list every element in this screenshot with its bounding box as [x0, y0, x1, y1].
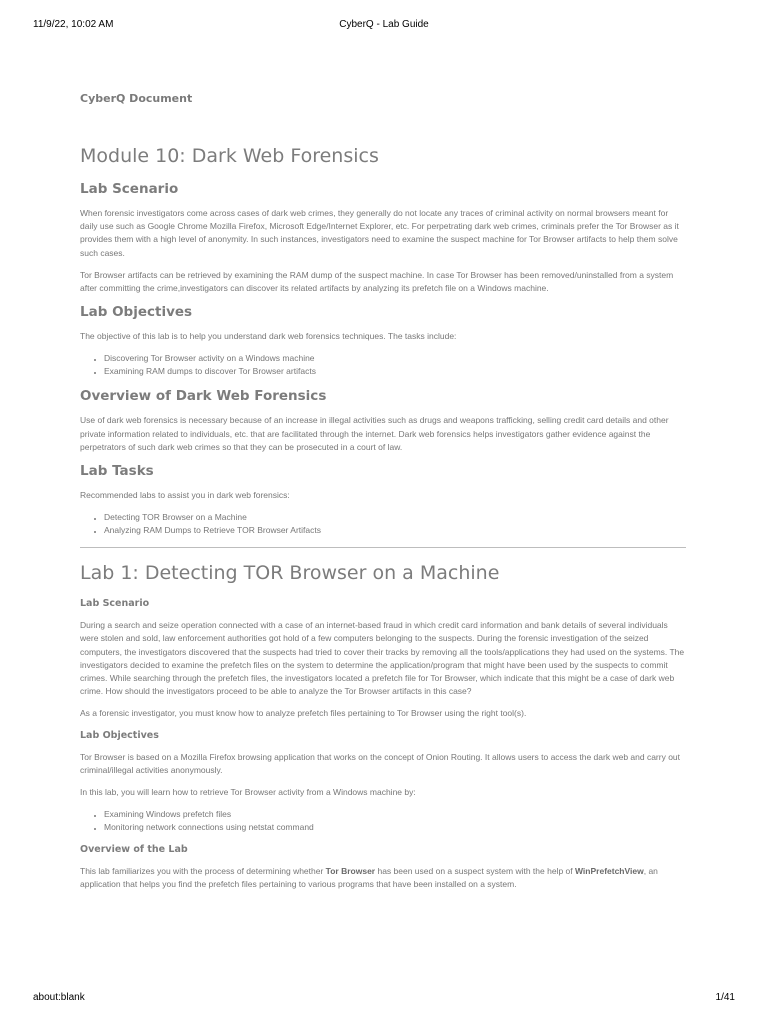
list-item: • Detecting TOR Browser on a Machine [104, 511, 686, 524]
overview-text-mid: has been used on a suspect system with the help of [375, 866, 575, 877]
scenario-heading: Lab Scenario [80, 181, 179, 197]
module-title: Module 10: Dark Web Forensics [80, 145, 379, 167]
lab1-overview-heading: Overview of the Lab [80, 844, 188, 856]
list-item: • Examining Windows prefetch files [104, 808, 686, 821]
print-datetime: 11/9/22, 10:02 AM [33, 19, 114, 30]
print-page-title: CyberQ - Lab Guide [339, 19, 429, 30]
scenario-paragraph-1: When forensic investigators come across cases of dark web crimes, they generally do not locate any traces of criminal activity on normal browsers meant for daily use such as Google Chrome Mozilla Firefox, Microsoft Edge/Internet Explorer, etc. For perpetrating dark web crimes, criminals prefer the Tor Browser as it provides them with a high level of anonymity. In such instances, investigators need to examine the suspect machine for Tor Browser artifacts to help them solve such cases. [80, 208, 679, 258]
lab1-scenario-paragraph-2: As a forensic investigator, you must know how to analyze prefetch files pertaining to Tor Browser using the right tool(s). [80, 708, 527, 719]
lab1-overview-paragraph [80, 865, 686, 891]
list-item: • Monitoring network connections using netstat command [104, 821, 686, 834]
lab1-scenario-paragraph-1: During a search and seize operation connected with a case of an internet-based fraud in which credit card information and bank details of several individuals were stolen and sold, law enforcement authorities got hold of a few computers belonging to the suspects. During the forensic investigation of the seized computers, the investigators discovered that the suspects had tried to cover their tracks by removing all the tools/applications they had used on the systems. The investigators decided to examine the prefetch files on the system to determine the application/program that might have been used by the suspects to commit crimes. While searching through the prefetch files, the investigators located a prefetch file for Tor Browser, which indicate that this might be a case of dark web crime. How should the investigators proceed to be able to analyze the Tor Browser artifacts in this case? [80, 620, 685, 697]
lab1-scenario-heading: Lab Scenario [80, 598, 150, 610]
brand-label: CyberQ Document [80, 92, 193, 105]
list-item: • Examining RAM dumps to discover Tor Browser artifacts [104, 365, 686, 378]
objectives-heading: Lab Objectives [80, 304, 193, 321]
print-footer [0, 992, 768, 1006]
print-page-number: 1/41 [715, 992, 735, 1003]
tasks-heading: Lab Tasks [80, 463, 154, 480]
overview-text-pre: This lab familiarizes you with the process of determining whether [80, 866, 326, 877]
section-divider [80, 547, 686, 548]
lab1-objectives-heading: Lab Objectives [80, 729, 159, 741]
overview-bold-tor: Tor Browser [325, 866, 376, 877]
overview-heading: Overview of Dark Web Forensics [80, 388, 327, 405]
list-item: • Discovering Tor Browser activity on a Windows machine [104, 352, 686, 365]
lab1-objectives-paragraph-2: In this lab, you will learn how to retrieve Tor Browser activity from a Windows machine by: [80, 787, 416, 798]
overview-paragraph: Use of dark web forensics is necessary because of an increase in illegal activities such as drugs and weapons trafficking, selling credit card details and other private information related to individuals, etc. that are facilitated through the internet. Dark web forensics helps investigators gather evidence against the perpetrators of such dark web crimes so that they can be prosecuted in a court of law. [80, 415, 669, 452]
lab1-title: Lab 1: Detecting TOR Browser on a Machine [80, 562, 500, 585]
tasks-list [80, 511, 686, 537]
print-header [0, 19, 768, 33]
scenario-paragraph-2: Tor Browser artifacts can be retrieved by examining the RAM dump of the suspect machine. In case Tor Browser has been removed/uninstalled from a system after committing the crime,investigators can discover its related artifacts by analyzing its prefetch file on a Windows machine. [80, 269, 674, 294]
objectives-intro: The objective of this lab is to help you understand dark web forensics techniques. The tasks include: [80, 331, 457, 342]
print-url: about:blank [33, 992, 85, 1003]
overview-bold-winprefetchview: WinPrefetchView [574, 866, 644, 877]
lab1-objectives-paragraph-1: Tor Browser is based on a Mozilla Firefox browsing application that works on the concept of Onion Routing. It allows users to access the dark web and carry out criminal/illegal activities anonymously. [80, 751, 681, 775]
overview-text-post: , an application that helps you find the prefetch files pertaining to various programs that have been installed on a system. [80, 866, 658, 890]
lab1-objectives-list [80, 808, 686, 834]
objectives-list [80, 352, 686, 378]
tasks-intro: Recommended labs to assist you in dark web forensics: [80, 490, 290, 501]
document-body [80, 92, 686, 901]
list-item: • Analyzing RAM Dumps to Retrieve TOR Browser Artifacts [104, 524, 686, 537]
